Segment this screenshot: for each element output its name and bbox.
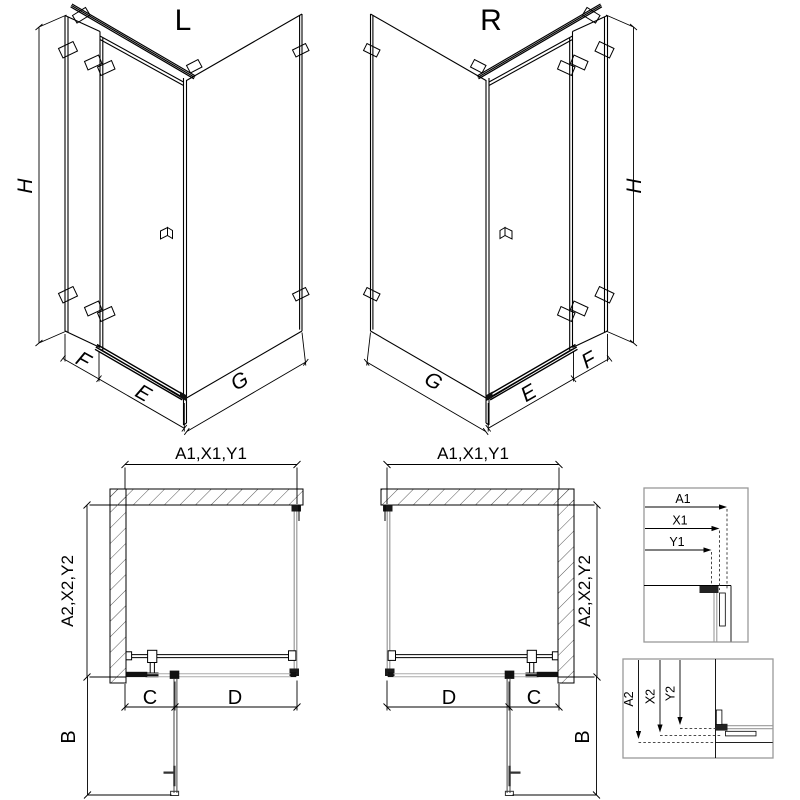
left-plan-view [58,444,303,799]
plan-dim-d-right: D [441,687,457,709]
dim-label-f-left: F [71,347,95,374]
plan-dim-depth-right: A2,X2,Y2 [575,555,594,627]
view-label-right: R [480,4,502,37]
dim-label-g-left: G [226,367,253,396]
detail-label-y2: Y2 [663,685,678,702]
detail-depth-arrow-lines [639,659,773,758]
wall-side-hatched-right [558,489,574,683]
plan-dim-c-right: C [526,687,542,709]
detail-box-border-2 [623,659,773,758]
plan-dim-b-right: B [572,730,594,744]
arrowhead-y1 [704,547,712,552]
detail-depth-bracket [716,710,722,725]
detail-label-a1: A1 [675,492,691,506]
wall-top-hatched-right [381,489,574,505]
detail-box-width [644,488,748,642]
wall-top-hatched [110,489,303,505]
detail-box-depth [622,659,773,758]
plan-dim-d-left: D [227,687,243,709]
dim-label-f-right: F [577,347,601,374]
detail-width-profile [720,593,726,626]
wall-side-hatched [110,489,126,683]
detail-label-x2: X2 [643,688,658,705]
arrowhead-a2 [636,731,641,739]
arrowhead-x2 [657,725,662,733]
dim-label-h-right: H [623,178,646,194]
arrowhead-y2 [677,717,682,725]
left-3d-view [14,4,309,435]
detail-label-y1: Y1 [669,535,685,549]
detail-box-border [644,488,748,642]
right-3d-view [364,4,647,435]
dim-label-e-left: E [131,379,156,407]
plan-dim-depth-left: A2,X2,Y2 [58,555,77,627]
plan-dim-c-left: C [142,687,158,709]
right-plan-view [381,444,601,799]
plan-dim-b-left: B [58,730,80,744]
detail-width-glass [714,589,717,642]
arrowhead-a1 [719,504,727,509]
plan-dim-width-left: A1,X1,Y1 [175,444,247,463]
detail-depth-dashed-refs [639,729,722,743]
plan-dim-width-right: A1,X1,Y1 [437,444,509,463]
detail-label-a2: A2 [622,691,636,707]
dim-label-h-left: H [14,178,37,194]
view-label-left: L [174,4,192,37]
dim-label-e-right: E [516,379,541,407]
detail-width-clamp [700,586,719,593]
detail-label-x1: X1 [672,513,688,528]
detail-depth-profile [726,731,757,736]
arrowhead-x1 [712,526,720,531]
dim-label-g-right: G [420,367,447,396]
detail-width-dashed-refs [712,509,728,590]
